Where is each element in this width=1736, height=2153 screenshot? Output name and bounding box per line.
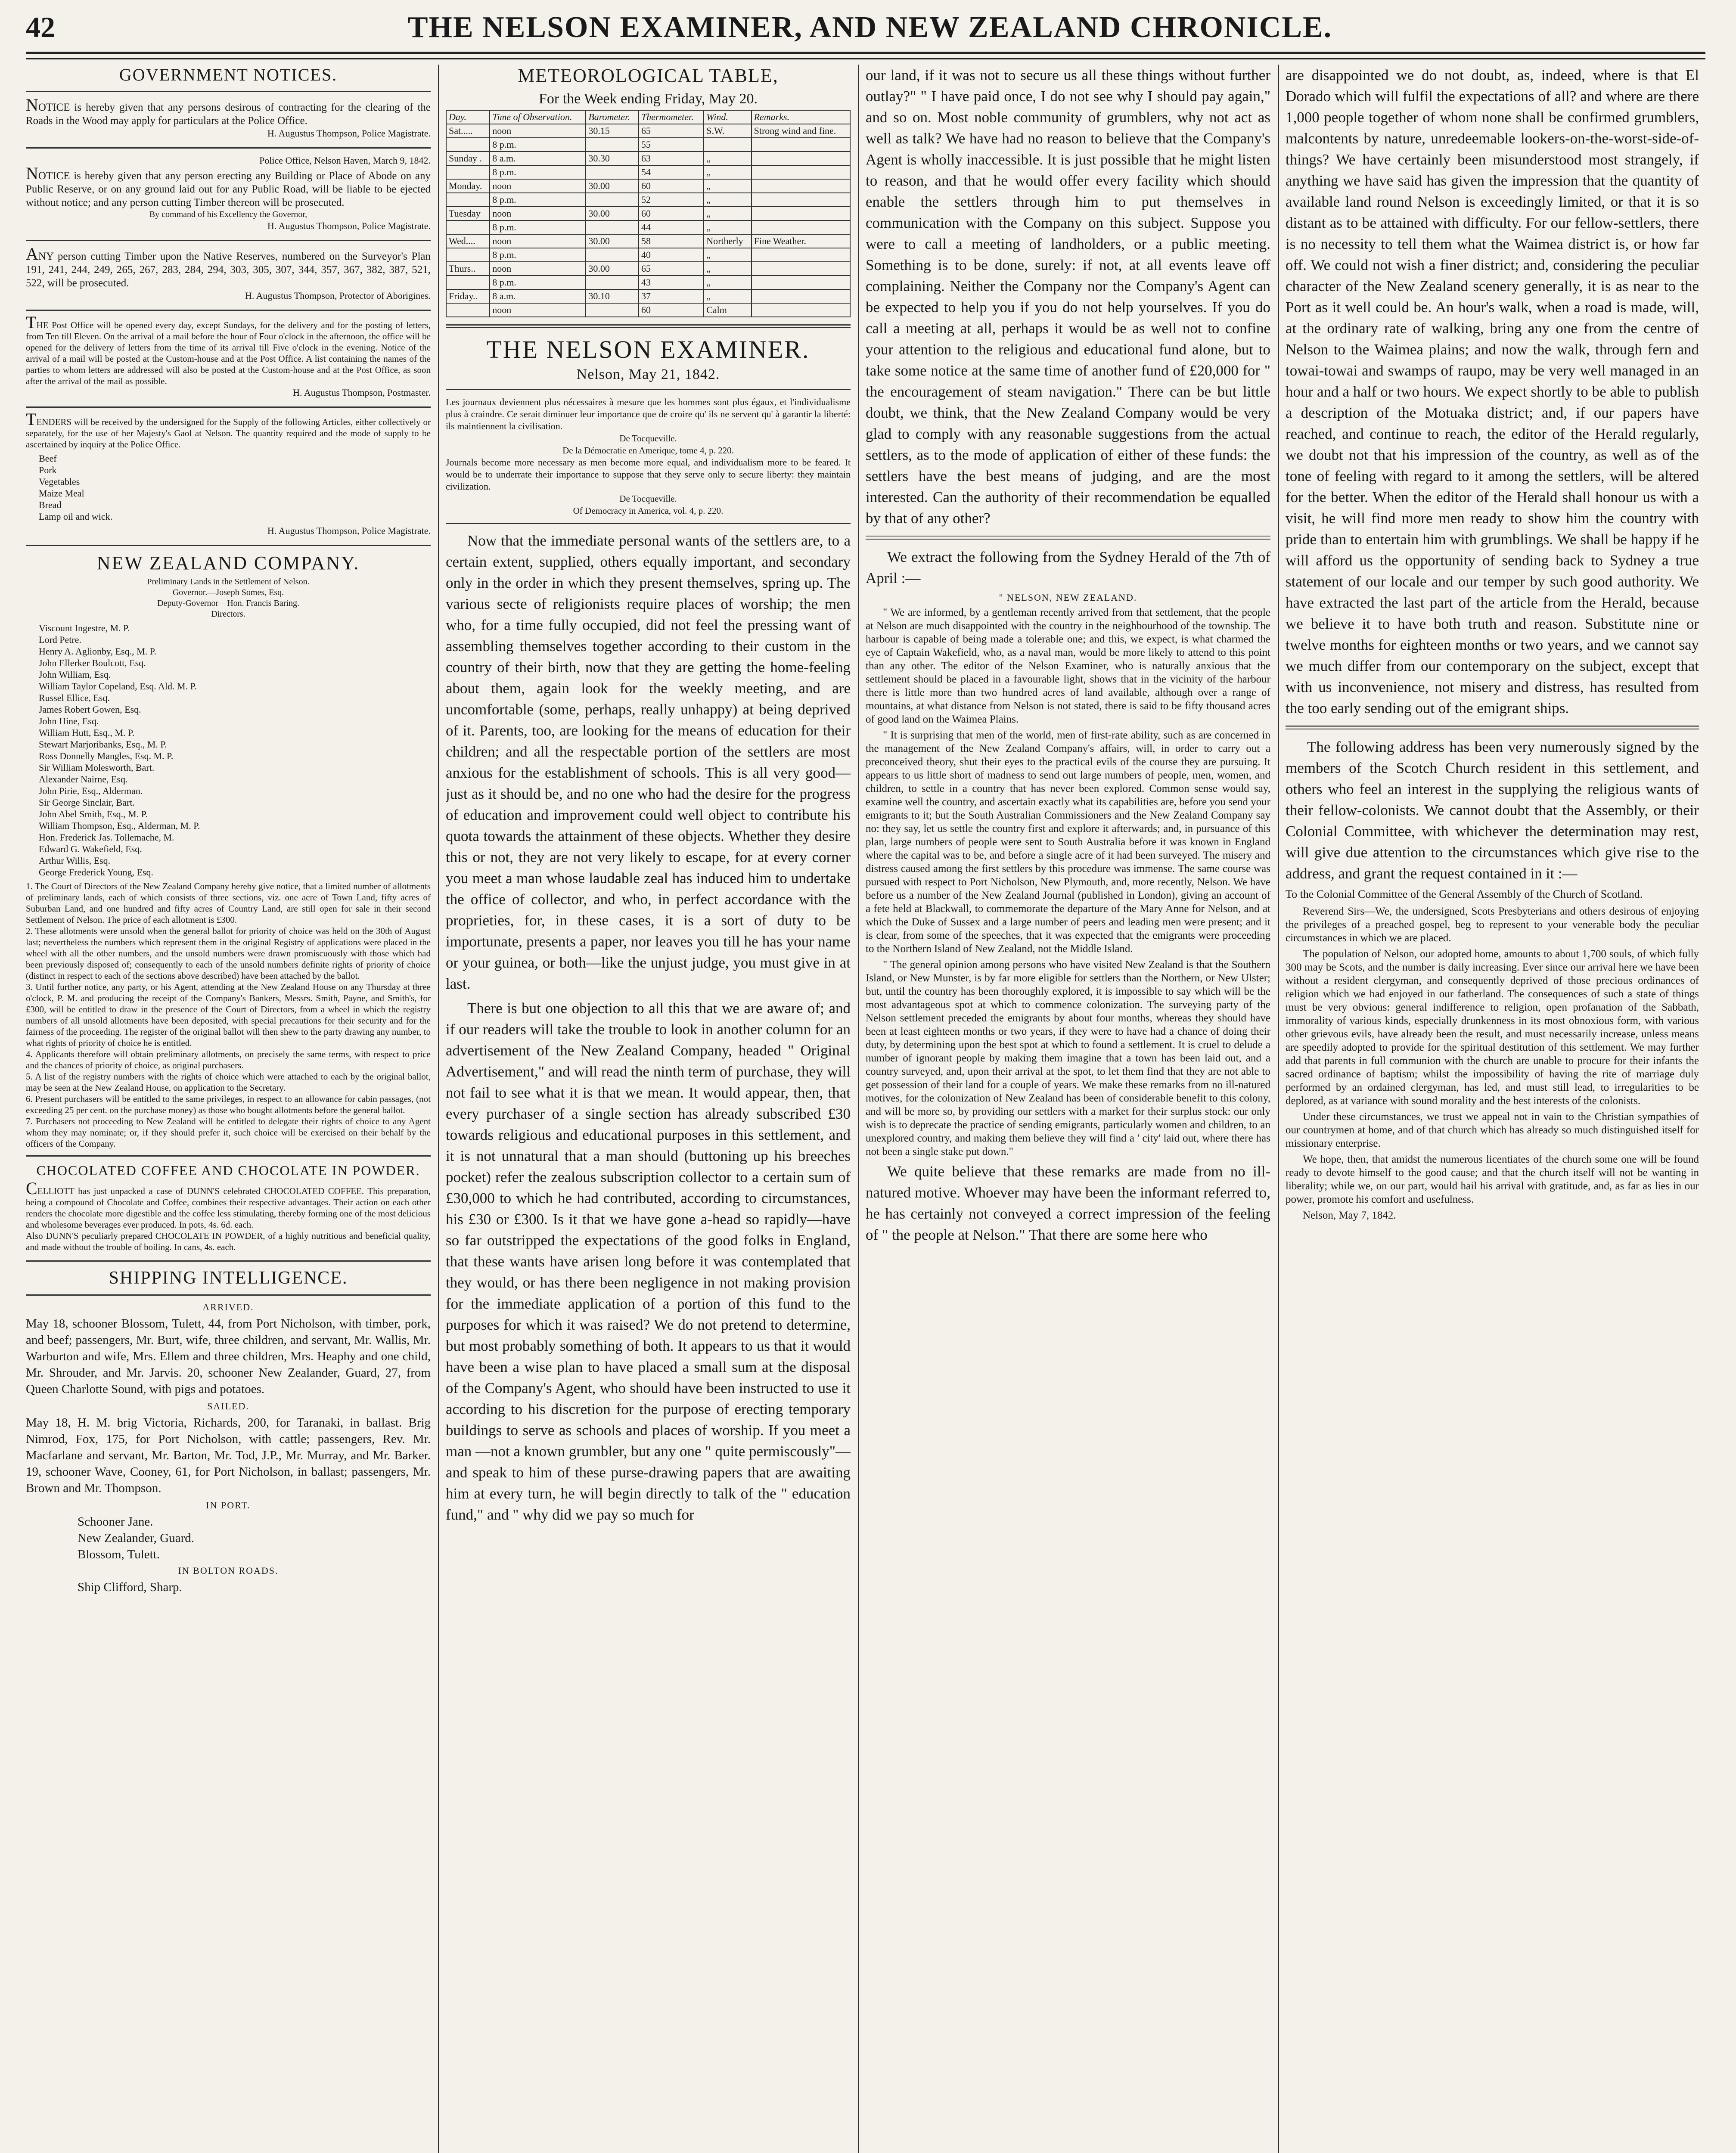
met-cell: [752, 248, 850, 262]
notice-text: HE Post Office will be opened every day, except Sundays, for the delivery and for the posting of letters, from Ten till Eleven. On the arrival of a mail before the hour of Four o'clock in the afternoon, the office will be opened for the delivery of letters from the time of its arrival till Five o'clock in the evening. Notice of the arrival of a mail will be posted at the Custom-house and at the Post Office. A list containing the names of the parties to whom letters are addressed will also be posted at the Custom-house and at the Post Office, as soon after the arrival of the mail as possible.: [26, 320, 431, 386]
extract-paragraph: " We are informed, by a gentleman recently arrived from that settlement, that the people at Nelson are much disappointed with the country in the neighbourhood of the township. The harbour is capable of being made a tolerable one; and this, we expect, is what charmed the eye of Captain Wakefield, who, as a naval man, would be more likely to attend to this point than any other. The editor of the Nelson Examiner, who is naturally anxious that the settlement should be placed in a favourable light, shows that in the vicinity of the harbour there is little more than two hundred acres of land available, although over a range of mountains, at what distance from Nelson is not stated, there is said to be fifty thousand acres of good land on the Waimea Plains.: [866, 607, 1270, 725]
masthead: THE NELSON EXAMINER, AND NEW ZEALAND CHRONICLE.: [407, 11, 1332, 44]
drop-cap: T: [26, 410, 37, 429]
met-cell: [752, 289, 850, 303]
shipping-intelligence: [26, 1268, 431, 1595]
met-cell: Thurs..: [446, 262, 490, 276]
tender-item: Beef: [39, 453, 57, 464]
met-cell: 30.00: [586, 234, 639, 248]
director: William Thompson, Esq., Alderman, M. P.: [39, 820, 200, 831]
met-table-subtitle: For the Week ending Friday, May 20.: [538, 91, 758, 107]
director: Ross Donnelly Mangles, Esq. M. P.: [39, 751, 174, 761]
editorial-continued: [866, 65, 1270, 529]
nz-company-title: NEW ZEALAND COMPANY.: [96, 552, 360, 574]
epigraph-source: Of Democracy in America, vol. 4, p. 220.: [573, 506, 724, 516]
header-rule: [26, 52, 1705, 59]
met-cell: 30.00: [586, 179, 639, 193]
met-row: [446, 248, 850, 262]
in-port-list: [78, 1514, 431, 1563]
roads-ship: Ship Clifford, Sharp.: [78, 1580, 182, 1594]
meteorological-table: [446, 110, 851, 317]
chocolate-advert: [26, 1163, 431, 1253]
chocolate-text-2: Also DUNN'S peculiarly prepared CHOCOLATE IN POWDER, of a highly nutritious and beneficial quality, and made without the trouble of boiling. In cans, 4s. each.: [26, 1231, 431, 1252]
met-cell: [752, 276, 850, 289]
tender-item: Vegetables: [39, 476, 80, 487]
met-row: [446, 220, 850, 234]
director: Viscount Ingestre, M. P.: [39, 623, 130, 633]
met-row: [446, 234, 850, 248]
director: George Frederick Young, Esq.: [39, 867, 154, 878]
met-row: [446, 138, 850, 152]
epigraph-french: Les journaux deviennent plus nécessaires à mesure que les hommes sont plus égaux, et l'individualisme plus à craindre. Ce serait diminuer leur importance que de croire qu' ils ne servent qu' à garantir la liberté: ils maintiennent la civilisation.: [446, 397, 851, 431]
met-cell: 30.15: [586, 124, 639, 138]
met-cell: [704, 138, 751, 152]
met-cell: „: [704, 152, 751, 165]
director: Arthur Willis, Esq.: [39, 855, 111, 866]
editorial-paragraph: Now that the immediate personal wants of the settlers are, to a certain extent, supplied, others equally important, and secondary only in the order in which they present themselves, spring up. The various secte of religionists require places of worship; the men who, for a time fully occupied, did not feel the pressing want of assembling themselves together according to their custom in the country of their birth, now that they are getting the home-feeling about them, again look for the weekly meeting, and are uncomfortable (some, perhaps, really unhappy) at being deprived of it. Parents, too, are looking for the means of education for their children; and all the respectable portion of the settlers are most anxious for the establishment of schools. This is all very good—just as it should be, and no one who had the desire for the progress of education and improvement could well object to contribute his quota towards the attainment of these objects. Whether they desire this or not, they are not very likely to escape, for at every corner you meet a man whose laudable zeal has induced him to undertake the office of collector, and who, in perfect accordance with the proprieties, for, in these cases, it is a sort of duty to be importunate, presents a paper, nor leaves you till he has your name or your guinea, or both—like the unjust judge, you must give in at last.: [446, 532, 851, 992]
met-cell: [752, 220, 850, 234]
met-cell: Wed....: [446, 234, 490, 248]
tender-item: Maize Meal: [39, 488, 84, 499]
met-row: [446, 276, 850, 289]
met-cell: Sat.....: [446, 124, 490, 138]
editorial-dateline: Nelson, May 21, 1842.: [576, 366, 720, 382]
sydney-herald-extract: [866, 606, 1270, 1158]
director: Lord Petre.: [39, 634, 81, 645]
notice-signature: H. Augustus Thompson, Police Magistrate.: [267, 128, 431, 139]
met-cell: noon: [490, 179, 586, 193]
divider: [866, 536, 1270, 540]
director: Stewart Marjoribanks, Esq., M. P.: [39, 739, 167, 750]
director: John William, Esq.: [39, 669, 111, 680]
met-cell: 60: [639, 179, 704, 193]
drop-cap: A: [26, 244, 38, 264]
met-cell: [446, 165, 490, 179]
address-intro-block: [1286, 736, 1699, 884]
met-row: [446, 152, 850, 165]
divider: [446, 523, 851, 524]
director: John Hine, Esq.: [39, 716, 99, 726]
notice-by-command: By command of his Excellency the Governor,: [149, 210, 307, 219]
divider: [446, 324, 851, 328]
met-cell: 8 p.m.: [490, 276, 586, 289]
column-divider: [438, 65, 439, 2153]
director: John Pirie, Esq., Alderman.: [39, 785, 143, 796]
sailed-label: SAILED.: [207, 1401, 249, 1412]
met-table-body: [446, 124, 850, 317]
met-cell: [752, 152, 850, 165]
editorial-body: [446, 530, 851, 1525]
column-divider: [858, 65, 859, 2153]
editorial-continued: [1286, 65, 1699, 719]
met-header-cell: Time of Observation.: [490, 110, 586, 124]
notice-roads: [26, 95, 431, 140]
tender-items: [39, 453, 431, 522]
met-table-title: METEOROLOGICAL TABLE,: [518, 65, 779, 86]
met-cell: Tuesday: [446, 207, 490, 220]
in-port-ship: Blossom, Tulett.: [78, 1548, 160, 1561]
met-cell: „: [704, 165, 751, 179]
met-cell: Friday..: [446, 289, 490, 303]
in-port-label: IN PORT.: [206, 1500, 251, 1511]
met-cell: Northerly: [704, 234, 751, 248]
director: Sir William Molesworth, Bart.: [39, 762, 155, 773]
address-signature: Nelson, May 7, 1842.: [1303, 1210, 1396, 1221]
met-cell: [752, 138, 850, 152]
epigraph-author: De Tocqueville.: [619, 433, 677, 444]
notice-text: NY person cutting Timber upon the Native Reserves, numbered on the Surveyor's Plan 191, 241, 244, 249, 265, 267, 283, 284, 294, 303, 305, 307, 344, 357, 367, 382, 387, 521, 522, will be prosecuted.: [26, 251, 431, 289]
met-cell: [752, 165, 850, 179]
notice-timber: [26, 244, 431, 302]
chocolate-text: ELLIOTT has just unpacked a case of DUNN'S celebrated CHOCOLATED COFFEE. This preparation, being a compound of Chocolate and Coffee, combines their respective advantages. Their action on each other renders the chocolate more digestible and the coffee less stimulating, thereby forming one of the most delicious and wholesome beverages ever produced. In pots, 4s. 6d. each.: [26, 1186, 431, 1230]
met-cell: Strong wind and fine.: [752, 124, 850, 138]
met-cell: 8 p.m.: [490, 248, 586, 262]
met-cell: 8 p.m.: [490, 138, 586, 152]
roads-label: IN BOLTON ROADS.: [178, 1565, 279, 1576]
director: William Taylor Copeland, Esq. Ald. M. P.: [39, 681, 197, 692]
met-cell: [446, 138, 490, 152]
church-address: [1286, 905, 1699, 1222]
director: Alexander Nairne, Esq.: [39, 774, 128, 785]
met-cell: 65: [639, 124, 704, 138]
divider: [26, 310, 431, 311]
met-cell: [586, 165, 639, 179]
met-row: [446, 289, 850, 303]
epigraph: [446, 396, 851, 517]
address-paragraph: The population of Nelson, our adopted home, amounts to about 1,700 souls, of which fully 300 may be Scots, and the number is daily increasing. Ever since our arrival here we have been without a resident clergyman, and consequently deprived of those precious ordinances of religion which we had enjoyed in our fatherland. The consequences of such a state of things must be very obvious: general indifference to religion, open profanation of the Sabbath, immorality of various kinds, especially drunkenness in its most obnoxious form, with various other grievous evils, have already been the result, and must necessarily increase, unless means are speedily adopted to provide for the spiritual destitution of this settlement. We may further add that parents in full communion with the church are unable to procure for their infants the sacred ordinance of baptism; whilst the impossibility of having the rite of marriage duly performed by an ordained clergyman, has led, and must still lead, to irregularities to be deplored, as at variance with sound morality and the best interests of the colonists.: [1286, 948, 1699, 1107]
arrived-text: May 18, schooner Blossom, Tulett, 44, from Port Nicholson, with timber, pork, and beef; passengers, Mr. Burt, wife, three children, and servant, Mr. Wallis, Mr. Warburton and wife, Mrs. Ellem and three children, Mrs. Heaphy and one child, Mr. Shrouder, and Mr. Jarvis. 20, schooner New Zealander, Guard, 27, from Queen Charlotte Sound, with pigs and potatoes.: [26, 1317, 431, 1396]
column-2: [446, 65, 851, 2153]
column-4: [1286, 65, 1699, 2153]
shipping-title: SHIPPING INTELLIGENCE.: [109, 1268, 348, 1288]
terms-paragraph: 7. Purchasers not proceeding to New Zealand will be entitled to delegate their rights of choice to any Agent whom they may nominate; or, if they should prefer it, such choice will be exercised on their behalf by the officers of the Company.: [26, 1116, 431, 1149]
drop-cap: C: [26, 1179, 37, 1198]
drop-cap: N: [26, 164, 38, 183]
tender-item: Bread: [39, 499, 62, 510]
notice-tenders: [26, 410, 431, 537]
met-cell: Fine Weather.: [752, 234, 850, 248]
met-cell: Monday.: [446, 179, 490, 193]
met-cell: „: [704, 179, 751, 193]
editorial-paragraph: There is but one objection to all this that we are aware of; and if our readers will take the trouble to look in another column for an advertisement of the New Zealand Company, headed " Original Advertisement," and will read the ninth term of purchase, they will not fail to see what it is that we mean. It would appear, then, that every purchaser of a single section has already subscribed £30 towards religious and educational purposes in this settlement, and it is not unnatural that a man should (buttoning up his breeches pocket) refer the zealous subscription collector to a certain sum of £30,000 to which he had contributed, according to circumstances, his £30 or £300. Is it that we have gone a-head so rapidly—have so far outstripped the expectations of the good folks in England, that these wants have arisen long before it was contemplated that they would, or has there been negligence in not making provision for the immediate application of a portion of this fund to the purposes for which it was raised? We do not pretend to determine, but most probably something of both. It appears to us that it would have been a wise plan to have placed a small sum at the disposal of the Company's Agent, who should have been instructed to use it according to his discretion for the purpose of erecting temporary buildings to serve as schools and places of worship. If you meet a man —not a known grumbler, but any one " quite permiscously"—and speak to him of these purse-drawing papers that are awaiting him at every turn, he will begin directly to talk of the " education fund," and " why did we pay so much for: [446, 1000, 851, 1523]
divider: [1286, 726, 1699, 729]
met-cell: „: [704, 248, 751, 262]
terms-paragraph: 6. Present purchasers will be entitled to the same privileges, in respect to an allowance for cabin passages, (not exceeding 25 per cent. on the purchase money) as those who bought allotments before the general ballot.: [26, 1094, 431, 1115]
column-3: [866, 65, 1270, 2153]
met-cell: 58: [639, 234, 704, 248]
chocolate-text-block: [26, 1179, 431, 1253]
met-cell: noon: [490, 207, 586, 220]
met-cell: Calm: [704, 303, 751, 317]
notice-dateline: Police Office, Nelson Haven, March 9, 1842.: [259, 155, 431, 166]
address-heading: To the Colonial Committee of the General Assembly of the Church of Scotland.: [1286, 888, 1643, 900]
met-cell: noon: [490, 234, 586, 248]
epigraph-source: De la Démocratie en Amerique, tome 4, p. 220.: [562, 445, 734, 456]
in-port-ship: New Zealander, Guard.: [78, 1531, 194, 1545]
extract-intro-block: [866, 546, 1270, 589]
notice-text: OTICE is hereby given that any person erecting any Building or Place of Abode on any Public Reserve, or on any ground laid out for any Public Road, will be liable to be ejected without notice; and any person cutting Timber thereon will be prosecuted.: [26, 170, 431, 208]
page-number: 42: [26, 11, 55, 43]
met-header-cell: Thermometer.: [639, 110, 704, 124]
in-port-ship: Schooner Jane.: [78, 1515, 153, 1529]
address-paragraph: We hope, then, that amidst the numerous licentiates of the church some one will be found ready to devote himself to the good cause; and that the church itself will not be wanting in liberality; while we, on our part, would hail his arrival with gratitude, and, as far as lies in our power, promote his comfort and usefulness.: [1286, 1154, 1699, 1205]
director: Edward G. Wakefield, Esq.: [39, 844, 142, 854]
terms-paragraph: 5. A list of the registry numbers with the rights of choice which were attached to each by the original ballot, may be seen at the New Zealand House, on application to the Secretary.: [26, 1071, 431, 1093]
met-cell: 60: [639, 303, 704, 317]
editorial-title: THE NELSON EXAMINER.: [486, 335, 810, 363]
met-cell: 55: [639, 138, 704, 152]
met-cell: 8 p.m.: [490, 220, 586, 234]
met-cell: 63: [639, 152, 704, 165]
met-cell: [752, 193, 850, 207]
met-row: [446, 193, 850, 207]
address-intro: The following address has been very numerously signed by the members of the Scotch Church resident in this settlement, and others who feel an interest in the supplying the religious wants of their fellow-colonists. We cannot doubt that the Assembly, or their Colonial Committee, with whichever the determination may rest, will give due attention to the circumstances which give rise to the address, and grant the request contained in it :—: [1286, 738, 1699, 882]
met-cell: 30.00: [586, 207, 639, 220]
met-cell: [446, 303, 490, 317]
sailed-text: May 18, H. M. brig Victoria, Richards, 200, for Taranaki, in ballast. Brig Nimrod, Fox, 175, for Port Nicholson, with cattle; passengers, Rev. Mr. Macfarlane and servant, Mr. Barton, Mr. Tod, J.P., Mr. Murray, and Mr. Barker. 19, schooner Wave, Cooney, 61, for Port Nicholson, in ballast; passengers, Mr. Brown and Mr. Thompson.: [26, 1416, 431, 1495]
notice-post-office: [26, 313, 431, 399]
met-cell: [586, 276, 639, 289]
met-cell: [752, 179, 850, 193]
met-cell: Sunday .: [446, 152, 490, 165]
nz-company-advert: [26, 552, 431, 1149]
director: Henry A. Aglionby, Esq., M. P.: [39, 646, 156, 657]
met-cell: [586, 138, 639, 152]
drop-cap: N: [26, 95, 38, 115]
met-cell: 43: [639, 276, 704, 289]
met-cell: [752, 262, 850, 276]
met-cell: 8 a.m.: [490, 152, 586, 165]
directors-list: [39, 622, 431, 878]
column-1: [26, 65, 431, 2153]
director: William Hutt, Esq., M. P.: [39, 727, 135, 738]
page-header: [26, 6, 1714, 53]
met-cell: 8 p.m.: [490, 193, 586, 207]
met-cell: noon: [490, 124, 586, 138]
drop-cap: T: [26, 313, 37, 332]
nz-company-governor: Governor.—Joseph Somes, Esq.: [172, 588, 284, 597]
tender-item: Lamp oil and wick.: [39, 511, 113, 522]
met-row: [446, 303, 850, 317]
met-cell: S.W.: [704, 124, 751, 138]
met-cell: [586, 193, 639, 207]
met-cell: 37: [639, 289, 704, 303]
nz-company-deputy: Deputy-Governor—Hon. Francis Baring.: [157, 599, 299, 608]
director: James Robert Gowen, Esq.: [39, 704, 141, 715]
met-header-cell: Barometer.: [586, 110, 639, 124]
arrived-label: ARRIVED.: [202, 1302, 254, 1312]
divider: [26, 1294, 431, 1296]
divider: [26, 406, 431, 408]
divider: [26, 91, 431, 92]
met-cell: „: [704, 220, 751, 234]
met-cell: noon: [490, 262, 586, 276]
response-block: [866, 1161, 1270, 1245]
met-cell: [446, 220, 490, 234]
address-paragraph: Under these circumstances, we trust we appeal not in vain to the Christian sympathies of our countrymen at home, and of that church which has already so much distinguished itself for missionary enterprise.: [1286, 1111, 1699, 1149]
epigraph-english: Journals become more necessary as men become more equal, and individualism more to be feared. It would be to underrate their importance to suppose that they serve only to secure liberty: they maintain civilization.: [446, 457, 851, 492]
notice-text: OTICE is hereby given that any persons desirous of contracting for the clearing of the Roads in the Wood may apply for particulars at the Police Office.: [26, 102, 431, 127]
notice-reserves: [26, 155, 431, 232]
met-header-cell: Remarks.: [752, 110, 850, 124]
met-cell: 30.00: [586, 262, 639, 276]
met-cell: 40: [639, 248, 704, 262]
met-cell: 52: [639, 193, 704, 207]
extract-paragraph: " The general opinion among persons who have visited New Zealand is that the Southern Island, or New Munster, is by far more eligible for settlers than the Northern, or New Ulster; but, until the country has been thoroughly explored, it is impossible to say which will be the most advantageous spot at which to commence colonization. The surveying party of the Nelson settlement preceded the emigrants by about four months, whereas they should have been at least eighteen months or two years, if they were to have had a chance of doing their duty, by determining upon the best spot at which to found a settlement. It is cruel to delude a number of ignorant people by making them imagine that a town has been laid out, and a country surveyed, and, upon their arrival at the spot, to let them find that they are not able to get possession of their land for a couple of years. We make these remarks from no ill-natured motives, for the colonization of New Zealand has been of considerable benefit to this colony, and will be more so, by providing our settlers with a market for their surplus stock: our only wish is to deprecate the practice of sending emigrants, particularly women and children, to an unexplored country, and making them believe they will find a ' city' laid out, where there has not been a single stake put down.": [866, 959, 1270, 1157]
met-cell: [586, 220, 639, 234]
divider: [26, 240, 431, 241]
nz-company-subtitle: Preliminary Lands in the Settlement of Nelson.: [147, 577, 310, 586]
met-cell: [752, 303, 850, 317]
directors-label: Directors.: [211, 609, 245, 619]
met-cell: „: [704, 276, 751, 289]
editorial-paragraph: We quite believe that these remarks are made from no ill-natured motive. Whoever may have been the informant referred to, he has certainly not conveyed a correct impression of the feeling of " the people at Nelson." That there are some here who: [866, 1163, 1270, 1243]
met-cell: 8 a.m.: [490, 289, 586, 303]
extract-paragraph: " It is surprising that men of the world, men of first-rate ability, such as are concerned in the management of the New Zealand Company's affairs, will, in order to carry out a preconceived theory, shut their eyes to the practical evils of the course they are pursuing. It appears to us little short of madness to send out large numbers of people, men, women, and children, to settle in a country that has never been explored. Common sense would say, examine well the country, and ascertain exactly what its capabilities are, before you send your emigrants to it; but the South Australian Commissioners and the New Zealand Company say no: they say, let us settle the country first and explore it afterwards; and, in pursuance of this plan, large numbers of people were sent to South Australia before it was known in England where the capital was to be, and before a single acre of it had been surveyed. The misery and distress caused among the first settlers by this procedure was immense. The same course was pursued with respect to Port Nicholson, New Plymouth, and, more recently, Nelson. We have before us a number of the New Zealand Journal (published in London), giving an account of a fete held at Blackwall, to commemorate the departure of the Mary Anne for Nelson, and at which the Duke of Sussex and a large number of peers and leading men were present; and it is clear, from some of the speeches, that it was expected that the emigrants were proceeding to the Northern Island of New Zealand, not the Middle Island.: [866, 729, 1270, 955]
met-cell: 30.10: [586, 289, 639, 303]
met-row: [446, 179, 850, 193]
notice-signature: H. Augustus Thompson, Postmaster.: [293, 387, 431, 398]
met-cell: „: [704, 289, 751, 303]
notice-signature: H. Augustus Thompson, Protector of Aborigines.: [245, 290, 431, 301]
director: Russel Ellice, Esq.: [39, 692, 110, 703]
divider: [446, 389, 851, 390]
government-notices-title: GOVERNMENT NOTICES.: [119, 65, 338, 84]
met-cell: „: [704, 207, 751, 220]
terms-paragraph: 4. Applicants therefore will obtain preliminary allotments, on precisely the same terms, with respect to price and the chances of priority of choice, as original purchasers.: [26, 1049, 431, 1070]
met-cell: [446, 276, 490, 289]
met-row: [446, 262, 850, 276]
met-cell: „: [704, 262, 751, 276]
extract-heading: " NELSON, NEW ZEALAND.: [999, 592, 1137, 603]
notice-text: ENDERS will be received by the undersigned for the Supply of the following Articles, either collectively or separately, for the use of her Majesty's Gaol at Nelson. The quantity required and the mode of supply to be ascertained by inquiry at the Police Office.: [26, 417, 431, 450]
met-cell: noon: [490, 303, 586, 317]
director: Sir George Sinclair, Bart.: [39, 797, 135, 808]
chocolate-title: CHOCOLATED COFFEE AND CHOCOLATE IN POWDER.: [36, 1163, 420, 1178]
met-cell: [586, 248, 639, 262]
divider: [26, 1260, 431, 1262]
met-cell: 54: [639, 165, 704, 179]
met-cell: 65: [639, 262, 704, 276]
director: Hon. Frederick Jas. Tollemache, M.: [39, 832, 174, 843]
terms-paragraph: 1. The Court of Directors of the New Zealand Company hereby give notice, that a limited number of allotments of preliminary lands, each of which consists of three sections, viz. one acre of Town Land, fifty acres of Suburban Land, and one hundred and fifty acres of Country Land, are still open for sale in their second Settlement of Nelson. The price of each allotment is £300.: [26, 881, 431, 925]
director: John Ellerker Boulcott, Esq.: [39, 658, 146, 668]
met-row: [446, 207, 850, 220]
epigraph-author: De Tocqueville.: [619, 493, 677, 504]
tender-item: Pork: [39, 465, 57, 475]
met-row: [446, 124, 850, 138]
divider: [26, 147, 431, 149]
notice-signature: H. Augustus Thompson, Police Magistrate.: [267, 525, 431, 536]
met-cell: 60: [639, 207, 704, 220]
met-cell: 44: [639, 220, 704, 234]
terms-paragraph: 3. Until further notice, any party, or his Agent, attending at the New Zealand House on any Thursday at three o'clock, P. M. and producing the receipt of the Company's Bankers, Messrs. Smith, Payne, and Smith's, for £300, will be entitled to draw in the presence of the Court of Directors, from a wheel in which the registry numbers of all unsold allotments have been deposited, with special precautions for their security and for the fairness of the proceeding. The register of the original ballot will then shew to the party drawing any number, to what rights of priority of choice he is entitled.: [26, 982, 431, 1048]
notice-signature: H. Augustus Thompson, Police Magistrate.: [267, 220, 431, 231]
met-cell: [446, 248, 490, 262]
met-cell: [446, 193, 490, 207]
met-header-cell: Day.: [446, 110, 490, 124]
editorial-paragraph: our land, if it was not to secure us all these things without further outlay?" " I have paid once, I do not see why I should pay again," and so on. Most noble community of grumblers, why not act as well as talk? We have had no reason to believe that the Company's Agent is wholly inaccessible. It is just possible that he might listen to reason, and that he would offer every facility which should enable the settlers through him to put themselves in communication with the Company on this subject. Suppose you were to call a meeting of landholders, or a public meeting. Something is to be done, surely: if not, at all events leave off complaining. Neither the Company nor the Company's Agent can be expected to help you if you do not help yourselves. If you do call a meeting at all, perhaps it would be as well not to confine your attention to the religious and educational fund alone, but to take some notice at the same time of another fund of £20,000 for " the encouragement of steam navigation." There can be but little doubt, we think, that the New Zealand Company would be very glad to comply with any reasonable suggestions from the actual settlers, as to the mode of application of either of these funds: the settlers have the best means of judging, and are the most interested. Can the authority of their recommendation be equalled by that of any other?: [866, 67, 1270, 527]
column-divider: [1278, 65, 1279, 2153]
met-cell: [752, 207, 850, 220]
terms-paragraph: 2. These allotments were unsold when the general ballot for priority of choice was held on the 30th of August last; nevertheless the numbers which represent them in the original Registry of applications were placed in the wheel with all the other numbers, and the unsold numbers were drawn promiscuously with those which had been previously disposed of; consequently to each of the unsold numbers definite rights of priority of choice (distinct in respect to each of the sections above described) have been attached by the ballot.: [26, 926, 431, 981]
extract-intro: We extract the following from the Sydney Herald of the 7th of April :—: [866, 549, 1270, 586]
divider: [26, 545, 431, 546]
met-cell: 8 p.m.: [490, 165, 586, 179]
met-cell: 30.30: [586, 152, 639, 165]
met-cell: „: [704, 193, 751, 207]
met-row: [446, 165, 850, 179]
director: John Abel Smith, Esq., M. P.: [39, 809, 148, 819]
met-cell: [586, 303, 639, 317]
met-header-cell: Wind.: [704, 110, 751, 124]
editorial-paragraph: are disappointed we do not doubt, as, indeed, where is that El Dorado which will fulfil the expectations of all? and where are there 1,000 people together of whom none shall be confirmed grumblers, malcontents by nature, unredeemable lookers-on-the-worst-side-of-things? We have certainly been misunderstood most strangely, if anything we have said has given the impression that the quantity of available land round Nelson is exceedingly limited, or that it is so distant as to be attained with difficulty. For our fellow-settlers, there is no necessity to tell them what the Waimea district is, or how far off. We could not wish a finer district; and, considering the peculiar character of the New Zealand scenery generally, it is as near to the Port as it well could be. An hour's walk, when a road is made, will, at the ordinary rate of walking, bring any one from the centre of Nelson to the Waimea plains; and now the walk, through fern and towai-towai and swamps of raupo, may be very well managed in an hour and a half or two hours. We expect shortly to be able to publish a description of the Motuaka district; and, if our papers have reached, and continue to reach, the editor of the Herald regularly, we doubt not that his impression of the country, as well as of the tone of feeling with regard to it among the settlers, will be altered for the better. When the editor of the Herald shall honour us with a visit, he will find more men ready to show him the country with pride than to entertain him with grumblings. We shall be happy if he will afford us the opportunity of sending back to Sydney a true statement of our locale and our temper by such good authority. We have extracted the last part of the article from the Herald, because we believe it to have both truth and reason. Substitute nine or twelve months for eighteen months or two years, and we cannot say we much differ from our contemporary on the subject, except that with us inconvenience, not misery and distress, has resulted from the too early sending out of the emigrant ships.: [1286, 67, 1699, 717]
divider: [26, 1155, 431, 1157]
address-paragraph: Reverend Sirs—We, the undersigned, Scots Presbyterians and others desirous of enjoying the privileges of a preached gospel, beg to represent to your venerable body the peculiar circumstances in which we are placed.: [1286, 906, 1699, 944]
met-header-row: [446, 110, 850, 124]
